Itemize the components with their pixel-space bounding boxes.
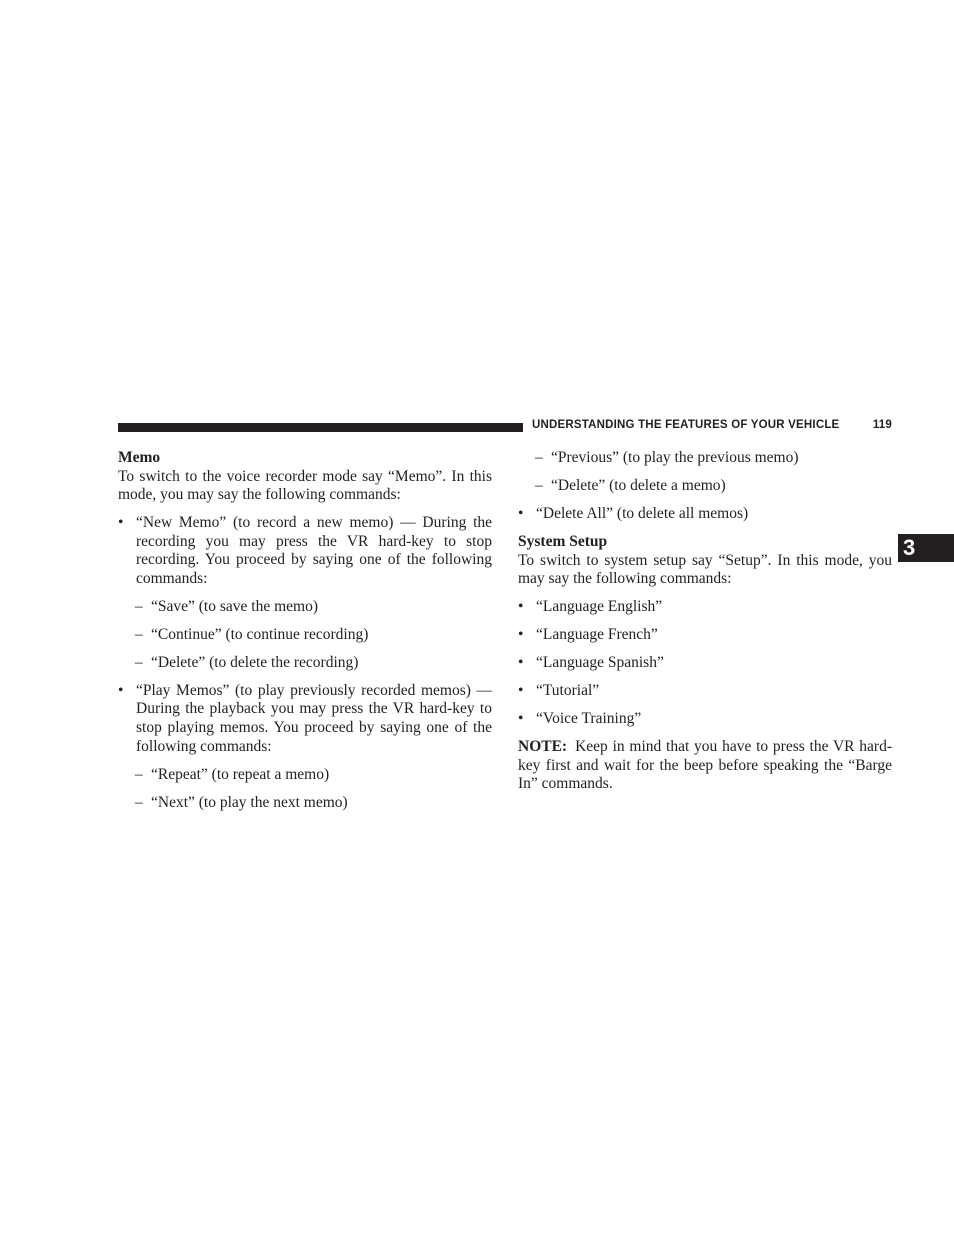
dash-mark: – bbox=[135, 597, 143, 615]
note-label: NOTE: bbox=[518, 738, 568, 756]
dash-mark: – bbox=[135, 793, 143, 811]
bullet-text: “Language English” bbox=[536, 598, 663, 616]
dash-mark: – bbox=[135, 625, 143, 643]
dash-item-repeat bbox=[118, 766, 492, 785]
bullet-text: “Delete All” (to delete all memos) bbox=[536, 504, 749, 522]
left-column bbox=[118, 449, 492, 812]
right-column bbox=[518, 449, 892, 794]
bullet-language-spanish bbox=[518, 654, 892, 673]
memo-intro: To switch to the voice recorder mode say “Memo”. In this mode, you may say the following commands: bbox=[118, 467, 492, 504]
bullet-tutorial bbox=[518, 682, 892, 701]
dash-item-continue bbox=[118, 626, 492, 645]
page-number: 119 bbox=[872, 419, 892, 431]
dash-item-delete-recording bbox=[118, 654, 492, 673]
note-text: Keep in mind that you have to press the VR hard-key first and wait for the beep before speaking the “Barge In” commands. bbox=[518, 738, 892, 793]
bullet-text: “Voice Training” bbox=[536, 710, 642, 728]
dash-mark: – bbox=[535, 449, 543, 466]
bullet-mark: • bbox=[518, 504, 524, 522]
memo-heading: Memo bbox=[118, 449, 161, 466]
bullet-mark: • bbox=[118, 681, 124, 699]
bullet-play-memos bbox=[118, 682, 492, 756]
bullet-mark: • bbox=[518, 710, 524, 728]
bullet-mark: • bbox=[518, 626, 524, 644]
bullet-mark: • bbox=[518, 682, 524, 700]
bullet-text: “Language Spanish” bbox=[536, 654, 664, 672]
dash-text: “Repeat” (to repeat a memo) bbox=[151, 765, 330, 783]
dash-item-previous bbox=[518, 449, 892, 468]
dash-text: “Delete” (to delete a memo) bbox=[551, 476, 726, 494]
bullet-text: “New Memo” (to record a new memo) — During the recording you may press the VR hard-key to stop recording. You proceed by saying one of the following commands: bbox=[136, 514, 492, 587]
bullet-language-english bbox=[518, 598, 892, 617]
bullet-delete-all bbox=[518, 505, 892, 524]
bullet-text: “Language French” bbox=[536, 626, 658, 644]
running-title: UNDERSTANDING THE FEATURES OF YOUR VEHICLE bbox=[532, 419, 840, 431]
chapter-tab: 3 bbox=[898, 534, 954, 562]
dash-mark: – bbox=[135, 765, 143, 783]
dash-text: “Delete” (to delete the recording) bbox=[151, 653, 359, 671]
dash-text: “Previous” (to play the previous memo) bbox=[551, 449, 799, 466]
dash-text: “Save” (to save the memo) bbox=[151, 597, 318, 615]
dash-mark: – bbox=[135, 653, 143, 671]
running-header bbox=[532, 419, 892, 431]
system-setup-intro: To switch to system setup say “Setup”. In this mode, you may say the following commands: bbox=[518, 551, 892, 588]
dash-mark: – bbox=[535, 476, 543, 494]
dash-text: “Continue” (to continue recording) bbox=[151, 625, 369, 643]
bullet-text: “Tutorial” bbox=[536, 682, 600, 700]
dash-item-delete-memo bbox=[518, 477, 892, 496]
bullet-language-french bbox=[518, 626, 892, 645]
bullet-voice-training bbox=[518, 710, 892, 729]
dash-text: “Next” (to play the next memo) bbox=[151, 793, 348, 811]
header-rule-bar bbox=[118, 423, 523, 432]
dash-item-save bbox=[118, 598, 492, 617]
bullet-new-memo bbox=[118, 514, 492, 588]
bullet-mark: • bbox=[518, 598, 524, 616]
note-paragraph bbox=[518, 738, 892, 794]
bullet-mark: • bbox=[118, 514, 124, 532]
bullet-mark: • bbox=[518, 654, 524, 672]
dash-item-next bbox=[118, 794, 492, 813]
bullet-text: “Play Memos” (to play previously recorded memos) — During the playback you may press the VR hard-key to stop playing memos. You proceed by saying one of the following commands: bbox=[136, 681, 492, 755]
system-setup-heading: System Setup bbox=[518, 532, 608, 550]
